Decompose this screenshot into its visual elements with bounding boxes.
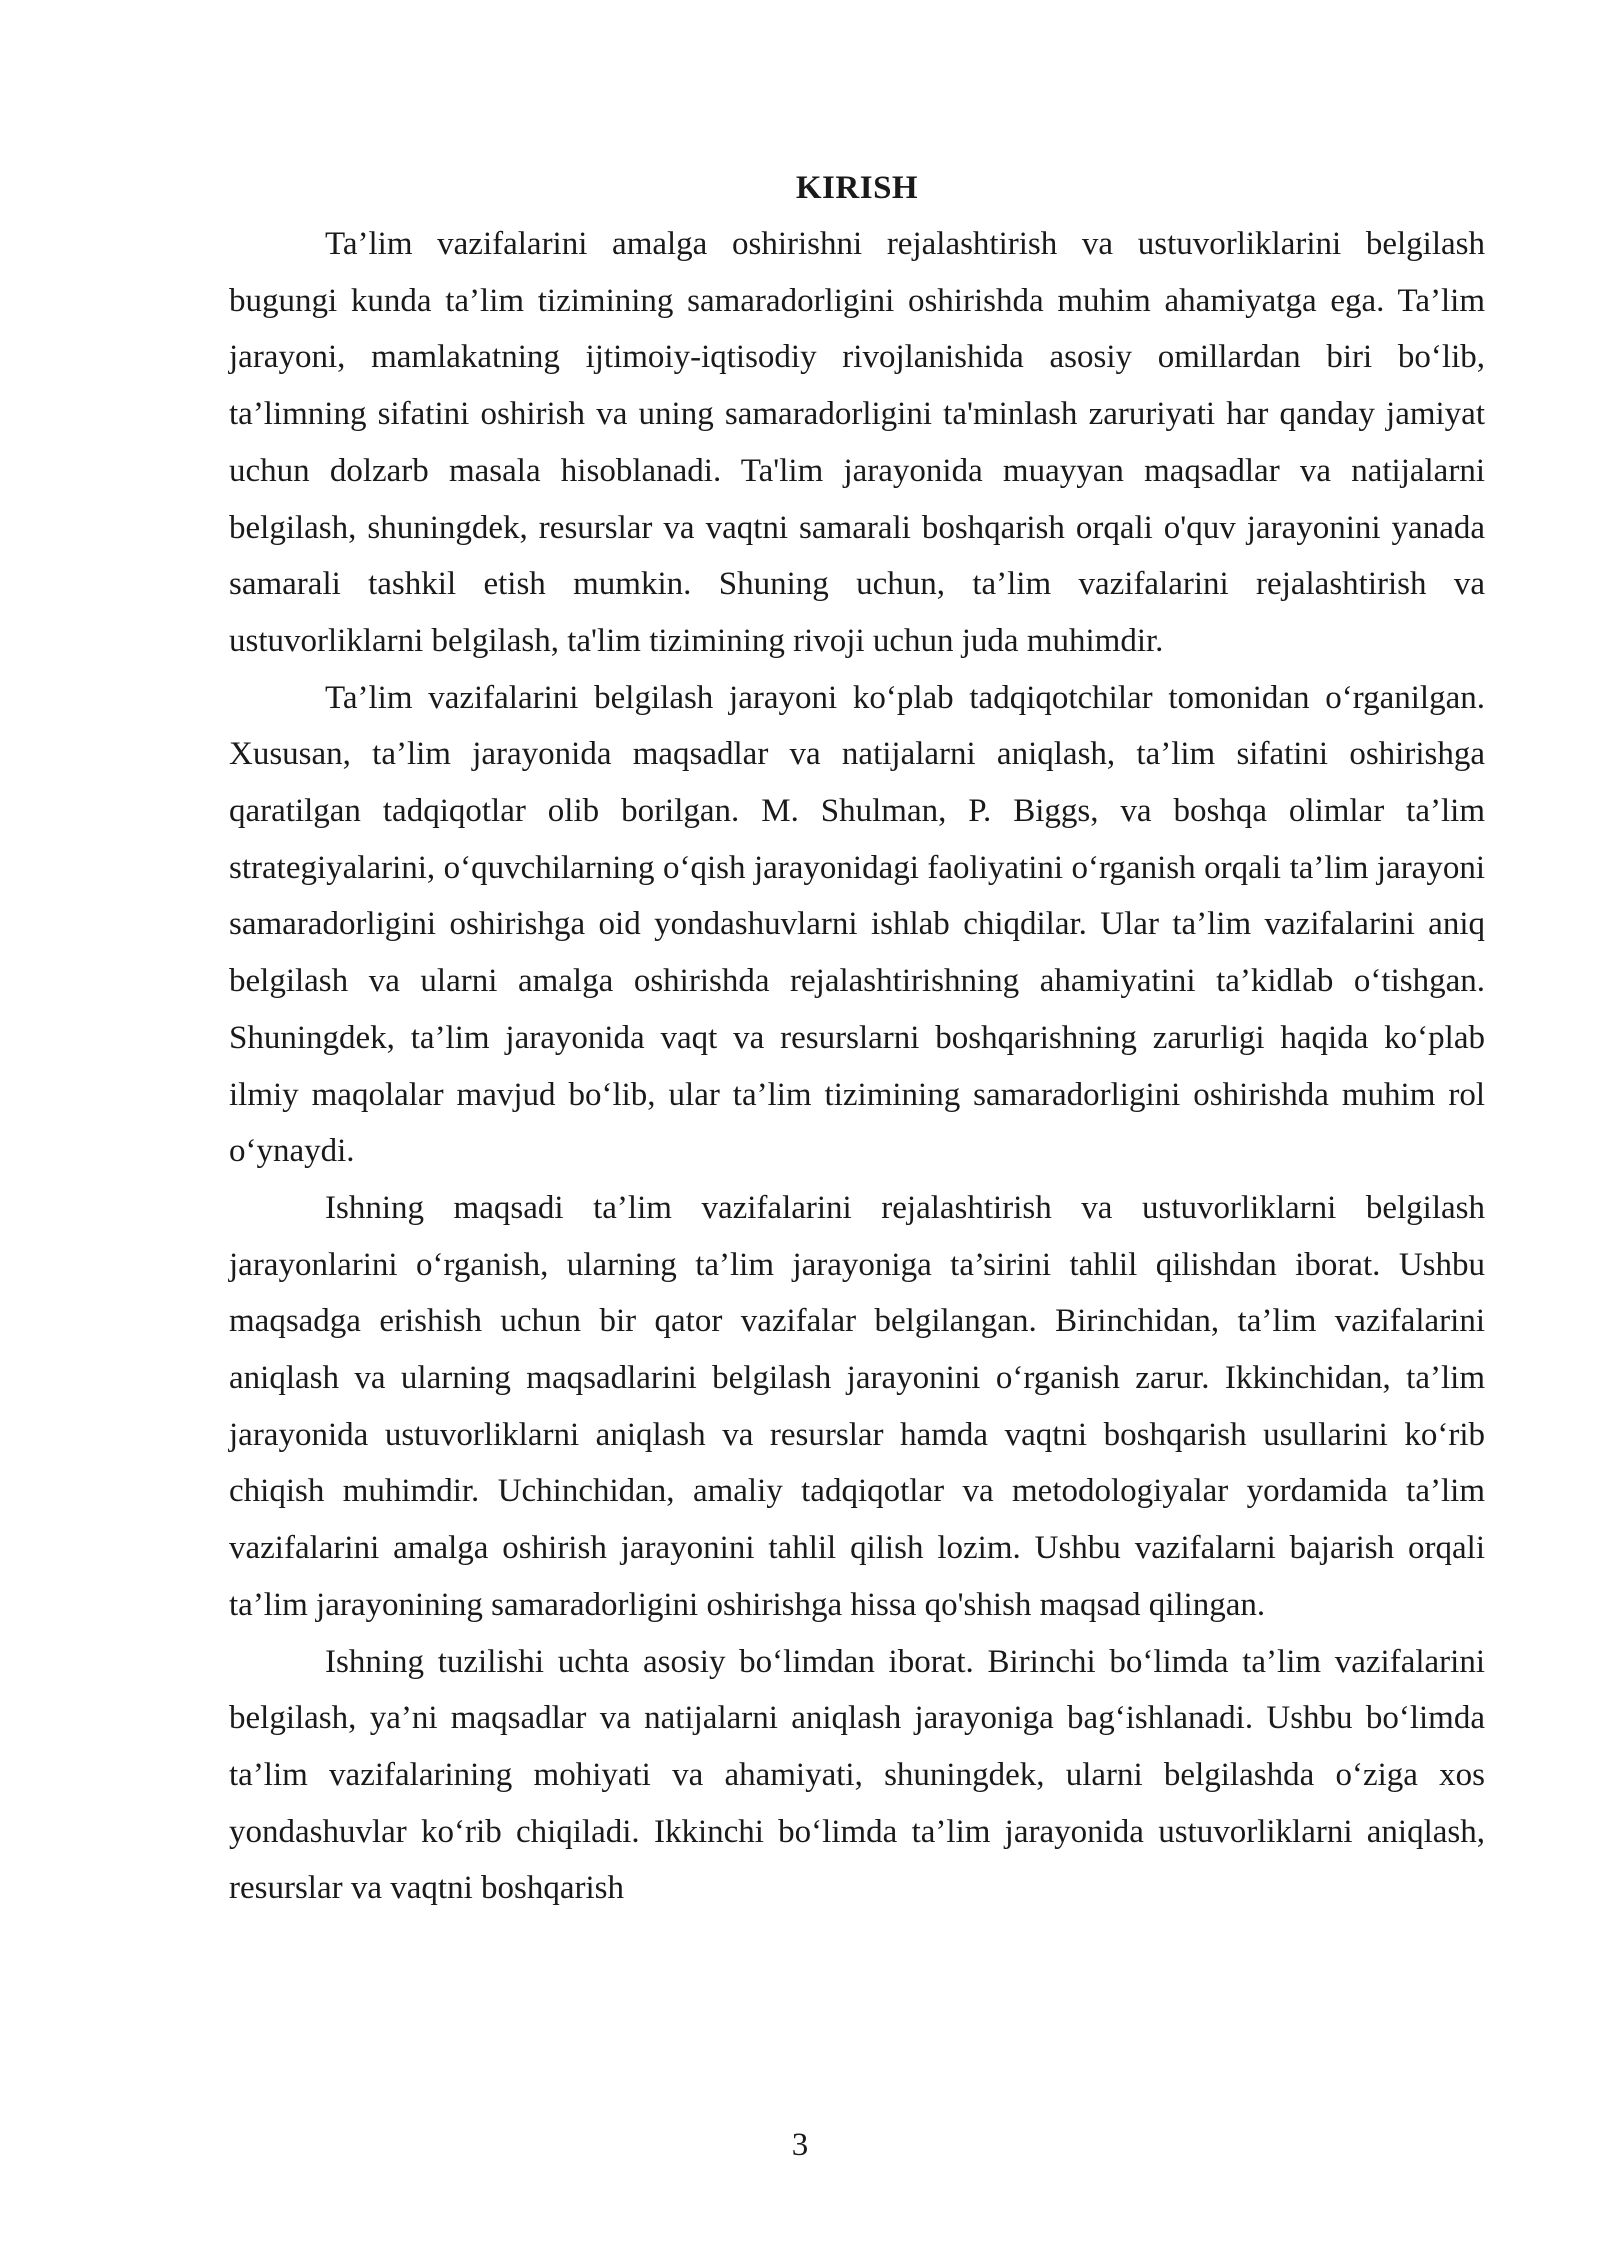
paragraph: Ta’lim vazifalarini belgilash jarayoni ko‘plab tadqiqotchilar tomonidan o‘rganilgan. Xususan, ta’lim jarayonida maqsadlar va natijalarni aniqlash, ta’lim sifatini oshirishga qaratilgan tadqiqotlar olib borilgan. M. Shulman, P. Biggs, va boshqa olimlar ta’lim strategiyalarini, o‘quvchilarning o‘qish jarayonidagi faoliyatini o‘rganish orqali ta’lim jarayoni samaradorligini oshirishga oid yondashuvlarni ishlab chiqdilar. Ular ta’lim vazifalarini aniq belgilash va ularni amalga oshirishda rejalashtirishning ahamiyatini ta’kidlab o‘tishgan. Shuningdek, ta’lim jarayonida vaqt va resurslarni boshqarishning zarurligi haqida ko‘plab ilmiy maqolalar mavjud bo‘lib, ular ta’lim tizimining samaradorligini oshirishda muhim rol o‘ynaydi. [229, 679, 1485, 1170]
paragraph: Ta’lim vazifalarini amalga oshirishni rejalashtirish va ustuvorliklarini belgilash bugungi kunda ta’lim tizimining samaradorligini oshirishda muhim ahamiyatga ega. Ta’lim jarayoni, mamlakatning ijtimoiy-iqtisodiy rivojlanishida asosiy omillardan biri bo‘lib, ta’limning sifatini oshirish va uning samaradorligini ta'minlash zaruriyati har qanday jamiyat uchun dolzarb masala hisoblanadi. Ta'lim jarayonida muayyan maqsadlar va natijalarni belgilash, shuningdek, resurslar va vaqtni samarali boshqarish orqali o'quv jarayonini yanada samarali tashkil etish mumkin. Shuning uchun, ta’lim vazifalarini rejalashtirish va ustuvorliklarni belgilash, ta'lim tizimining rivoji uchun juda muhimdir. [229, 226, 1485, 659]
paragraph: Ishning tuzilishi uchta asosiy bo‘limdan iborat. Birinchi bo‘limda ta’lim vazifalarini belgilash, ya’ni maqsadlar va natijalarni aniqlash jarayoniga bag‘ishlanadi. Ushbu bo‘limda ta’lim vazifalarining mohiyati va ahamiyati, shuningdek, ularni belgilashda o‘ziga xos yondashuvlar ko‘rib chiqiladi. Ikkinchi bo‘limda ta’lim jarayonida ustuvorliklarni aniqlash, resurslar va vaqtni boshqarish [229, 1643, 1485, 1907]
page-title: KIRISH [795, 170, 919, 206]
paragraph: Ishning maqsadi ta’lim vazifalarini rejalashtirish va ustuvorliklarni belgilash jarayonlarini o‘rganish, ularning ta’lim jarayoniga ta’sirini tahlil qilishdan iborat. Ushbu maqsadga erishish uchun bir qator vazifalar belgilangan. Birinchidan, ta’lim vazifalarini aniqlash va ularning maqsadlarini belgilash jarayonini o‘rganish zarur. Ikkinchidan, ta’lim jarayonida ustuvorliklarni aniqlash va resurslar hamda vaqtni boshqarish usullarini ko‘rib chiqish muhimdir. Uchinchidan, amaliy tadqiqotlar va metodologiyalar yordamida ta’lim vazifalarini amalga oshirish jarayonini tahlil qilish lozim. Ushbu vazifalarni bajarish orqali ta’lim jarayonining samaradorligini oshirishga hissa qo'shish maqsad qilingan. [229, 1189, 1485, 1623]
page-number: 3 [791, 2127, 809, 2163]
page-content [229, 160, 1485, 1917]
